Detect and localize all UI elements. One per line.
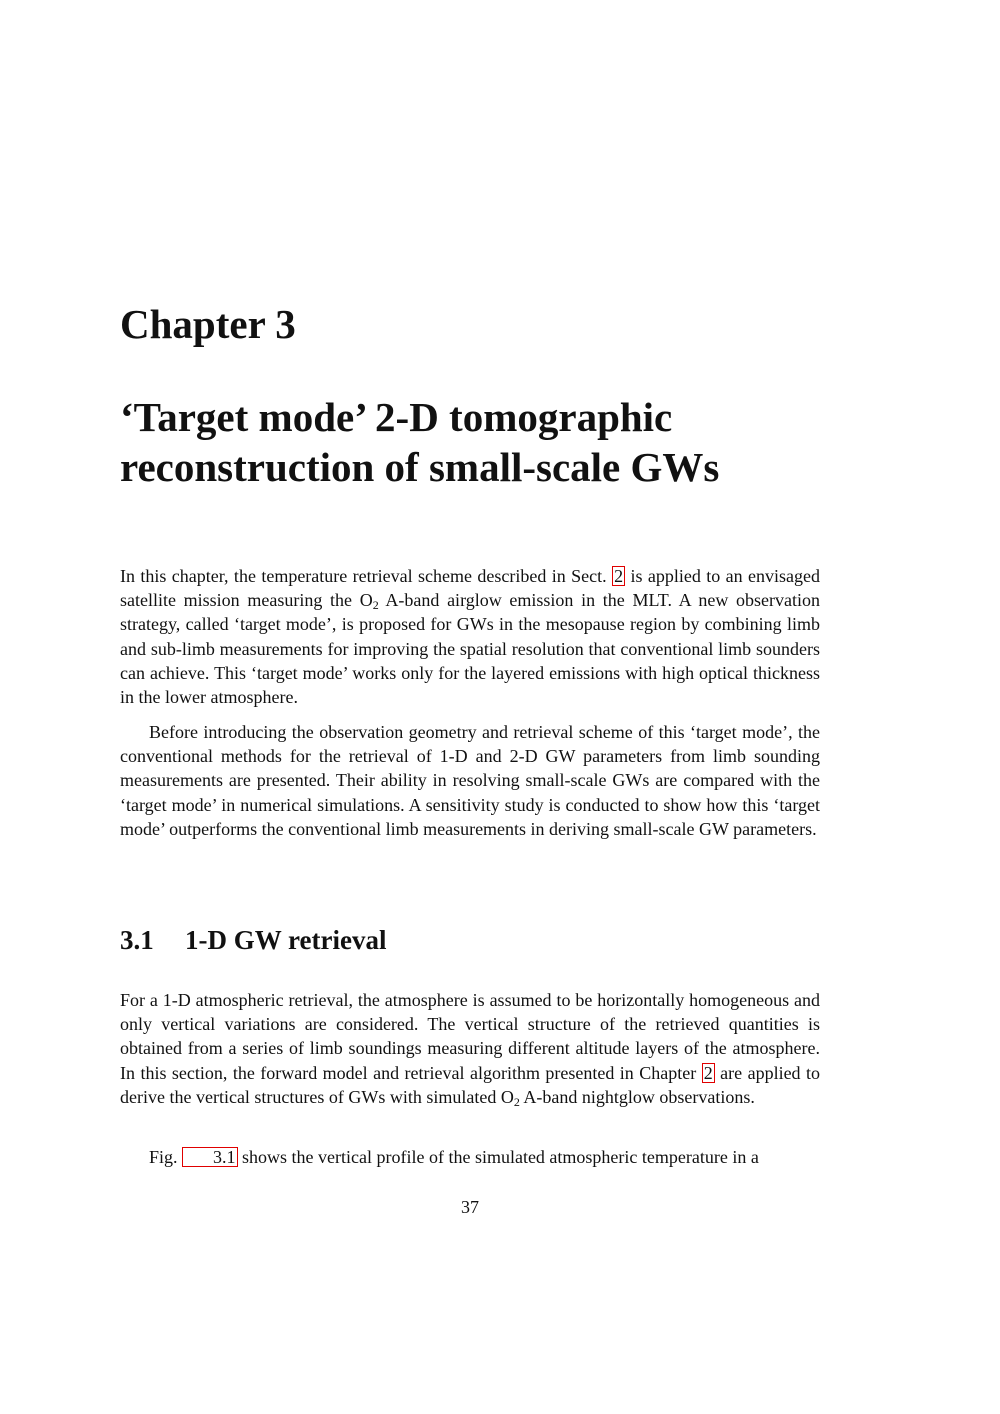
section-p2-text-b: shows the vertical profile of the simulated atmospheric temperature in a <box>242 1147 759 1167</box>
chapter-ref-link[interactable]: 2 <box>703 1062 713 1083</box>
section-p1-text-b: are applied to derive the vertical structures of GWs with simulated O <box>120 1062 821 1107</box>
intro-paragraph-2: Before introducing the observation geometry and retrieval scheme of this ‘target mode’, the conventional methods for the retrieval of 1-D and 2-D GW parameters from limb sounding measurements are presented. Their ability in resolving small-scale GWs are compared with the ‘target mode’ in numerical simulations. A sensitivity study is conducted to show how this ‘target mode’ outperforms the conventional limb measurements in deriving small-scale GW parameters. <box>120 722 820 839</box>
section-heading <box>120 922 386 958</box>
intro-p1-text-b: is applied to an envisaged satellite mission measuring the O <box>120 566 821 611</box>
figure-ref-link[interactable]: 3.1 <box>182 1147 238 1167</box>
section-title: 1-D GW retrieval <box>185 925 387 955</box>
page-number: 37 <box>461 1197 479 1217</box>
section-p1-text-c: A-band nightglow observations. <box>523 1086 755 1107</box>
o2-subscript: 2 <box>372 598 379 613</box>
section-p1-text-a: For a 1-D atmospheric retrieval, the atmosphere is assumed to be horizontally homogeneous and only vertical variations are considered. The vertical structure of the retrieved quantities is obtained from a series of limb soundings measuring different altitude layers of the atmosphere. In this section, the forward model and retrieval algorithm presented in Chapter <box>120 990 820 1083</box>
section-paragraph-1 <box>120 988 820 1109</box>
intro-p1-text-a: In this chapter, the temperature retrieval scheme described in Sect. <box>120 566 607 586</box>
section-p2-text-a: Fig. <box>149 1147 178 1167</box>
chapter-label: Chapter 3 <box>120 301 296 347</box>
intro-paragraph-1 <box>120 564 820 709</box>
section-paragraph-2 <box>120 1145 820 1169</box>
section-number: 3.1 <box>120 925 154 955</box>
intro-p1-text-c: A-band airglow emission in the MLT. A new observation strategy, called ‘target mode’, is proposed for GWs in the mesopause region by combining limb and sub-limb measurements for improving the spatial resolution that conventional limb sounders can achieve. This ‘target mode’ works only for the layered emissions with high optical thickness in the lower atmosphere. <box>120 590 820 708</box>
chapter-title: ‘Target mode’ 2-D tomographic reconstruction of small-scale GWs <box>120 394 720 490</box>
section-ref-link[interactable]: 2 <box>614 566 624 586</box>
o2-subscript: 2 <box>513 1094 520 1109</box>
